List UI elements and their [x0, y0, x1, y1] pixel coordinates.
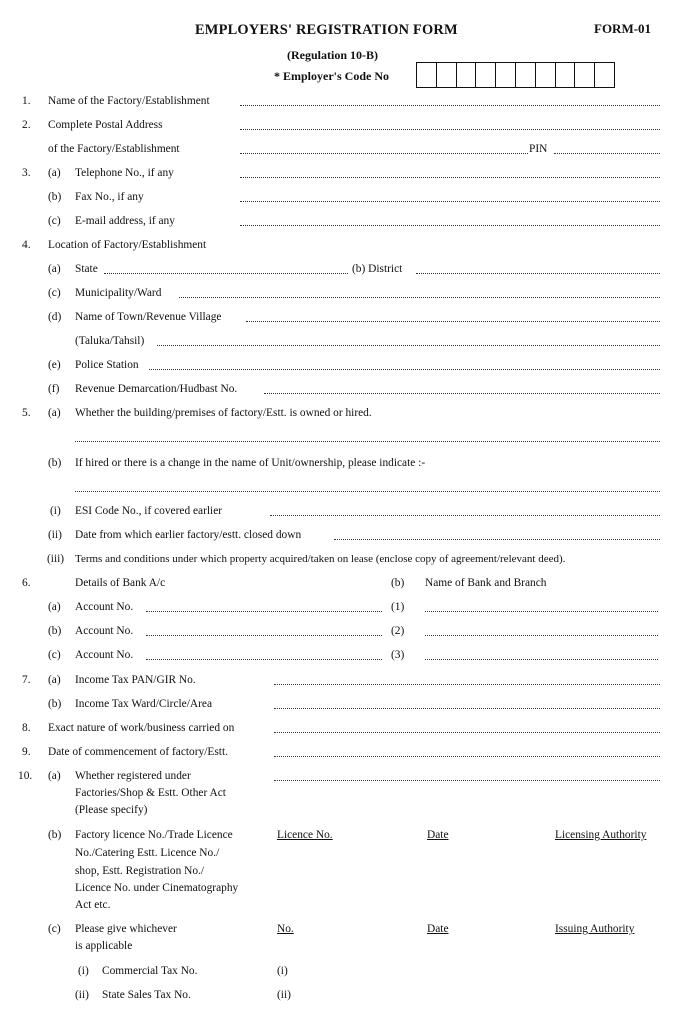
state-field[interactable] [104, 273, 348, 274]
licence-label-4: Licence No. under Cinematography [75, 882, 239, 894]
postal-address-field-2[interactable] [240, 153, 528, 154]
bank-index: (3) [391, 649, 405, 661]
email-label: E-mail address, if any [75, 215, 175, 227]
hudbast-field[interactable] [264, 393, 660, 394]
item-5b-line [0, 480, 683, 496]
work-nature-field[interactable] [274, 732, 660, 733]
code-box[interactable] [437, 63, 457, 87]
applicable-label: Please give whichever [75, 923, 177, 935]
code-box[interactable] [516, 63, 536, 87]
item-6-row [0, 576, 683, 592]
item-2-row [0, 118, 683, 134]
employer-code-input[interactable] [416, 62, 615, 88]
licence-no-column: Licence No. [277, 829, 333, 841]
postal-address-field[interactable] [240, 129, 660, 130]
esi-code-field[interactable] [270, 515, 660, 516]
hired-label: If hired or there is a change in the name of Unit/ownership, please indicate :- [75, 457, 426, 469]
pan-field[interactable] [274, 684, 660, 685]
item-5a-row [0, 406, 683, 422]
account-label: Account No. [75, 625, 134, 637]
item-number: 7. [22, 674, 31, 686]
tax-ward-field[interactable] [274, 708, 660, 709]
applicable-label-2: is applicable [75, 940, 133, 952]
item-7a-row [0, 673, 683, 689]
municipality-field[interactable] [179, 297, 660, 298]
closed-date-field[interactable] [334, 539, 660, 540]
sub-mark: (ii) [75, 989, 89, 1001]
item-4d-row [0, 310, 683, 326]
bank-branch-field[interactable] [425, 611, 658, 612]
district-label: (b) District [352, 263, 403, 275]
sub-mark: (b) [48, 829, 62, 841]
ownership-field[interactable] [75, 441, 660, 442]
account-field[interactable] [146, 611, 382, 612]
sub-mark: (b) [391, 577, 405, 589]
sub-mark: (f) [48, 383, 60, 395]
item-10a-row [0, 769, 683, 785]
form-number: FORM-01 [594, 21, 652, 36]
item-number: 6. [22, 577, 31, 589]
sub-mark: (a) [48, 601, 61, 613]
sub-mark: (c) [48, 287, 61, 299]
sub-mark: (e) [48, 359, 61, 371]
sub-mark: (i) [78, 965, 89, 977]
postal-address-label: Complete Postal Address [48, 119, 163, 131]
sub-mark: (ii) [48, 529, 62, 541]
item-5ii-row [0, 528, 683, 544]
item-1-row [0, 94, 683, 110]
bank-index: (1) [391, 601, 405, 613]
commercial-tax-label: Commercial Tax No. [102, 965, 198, 977]
ownership-label: Whether the building/premises of factory/Estt. is owned or hired. [75, 407, 372, 419]
item-4c-row [0, 286, 683, 302]
item-5a-line [0, 430, 683, 446]
item-4d2-row [0, 334, 683, 350]
sub-mark: (a) [48, 167, 61, 179]
licence-label-3: shop, Estt. Registration No./ [75, 865, 205, 877]
account-field[interactable] [146, 635, 382, 636]
item-number: 3. [22, 167, 31, 179]
commercial-tax-index: (i) [277, 965, 288, 977]
taluka-label: (Taluka/Tahsil) [75, 335, 145, 347]
pin-field[interactable] [554, 153, 660, 154]
number-column: No. [277, 923, 294, 935]
item-3b-row [0, 190, 683, 206]
sub-mark: (d) [48, 311, 62, 323]
registered-label-2: Factories/Shop & Estt. Other Act [75, 787, 226, 799]
state-label: State [75, 263, 98, 275]
sub-mark: (b) [48, 698, 62, 710]
item-4e-row [0, 358, 683, 374]
factory-name-label: Name of the Factory/Establishment [48, 95, 210, 107]
sub-mark: (b) [48, 625, 62, 637]
bank-details-label: Details of Bank A/c [75, 577, 166, 589]
item-3a-row [0, 166, 683, 182]
registered-label: Whether registered under [75, 770, 191, 782]
work-nature-label: Exact nature of work/business carried on [48, 722, 235, 734]
item-number: 9. [22, 746, 31, 758]
sub-mark: (a) [48, 674, 61, 686]
closed-date-label: Date from which earlier factory/estt. closed down [75, 529, 302, 541]
licence-label: Factory licence No./Trade Licence [75, 829, 233, 841]
sub-mark: (iii) [47, 553, 65, 565]
municipality-label: Municipality/Ward [75, 287, 162, 299]
item-7b-row [0, 697, 683, 713]
code-box[interactable] [496, 63, 516, 87]
item-2-row-2 [0, 142, 683, 158]
town-label: Name of Town/Revenue Village [75, 311, 222, 323]
account-field[interactable] [146, 659, 382, 660]
account-label: Account No. [75, 601, 134, 613]
esi-code-label: ESI Code No., if covered earlier [75, 505, 223, 517]
pan-label: Income Tax PAN/GIR No. [75, 674, 196, 686]
account-row [0, 600, 683, 616]
town-field[interactable] [246, 321, 660, 322]
state-sales-tax-label: State Sales Tax No. [102, 989, 191, 1001]
employer-code-label: * Employer's Code No [274, 69, 389, 83]
licensing-authority-column: Licensing Authority [555, 829, 647, 841]
item-number: 2. [22, 119, 31, 131]
sub-mark: (c) [48, 649, 61, 661]
postal-address-label-2: of the Factory/Establishment [48, 143, 180, 155]
commencement-label: Date of commencement of factory/Estt. [48, 746, 228, 758]
code-box[interactable] [536, 63, 556, 87]
code-box[interactable] [417, 63, 437, 87]
sub-mark: (c) [48, 923, 61, 935]
licence-label-2: No./Catering Estt. Licence No./ [75, 847, 220, 859]
sub-mark: (b) [48, 457, 62, 469]
form-title: EMPLOYERS' REGISTRATION FORM [195, 22, 458, 38]
bank-branch-field[interactable] [425, 635, 658, 636]
sub-mark: (c) [48, 215, 61, 227]
regulation-label: (Regulation 10-B) [287, 48, 378, 62]
lease-terms-label: Terms and conditions under which property acquired/taken on lease (enclose copy of agreement/relevant deed). [75, 553, 566, 565]
account-row [0, 648, 683, 664]
code-box[interactable] [575, 63, 595, 87]
bank-index: (2) [391, 625, 405, 637]
sub-mark: (a) [48, 263, 61, 275]
registered-field[interactable] [274, 780, 660, 781]
account-row [0, 624, 683, 640]
item-5i-row [0, 504, 683, 520]
tax-ward-label: Income Tax Ward/Circle/Area [75, 698, 213, 710]
fax-field[interactable] [240, 201, 660, 202]
bank-branch-label: Name of Bank and Branch [425, 577, 547, 589]
item-number: 10. [18, 770, 33, 782]
item-number: 8. [22, 722, 31, 734]
sub-mark: (a) [48, 770, 61, 782]
taluka-field[interactable] [157, 345, 660, 346]
fax-label: Fax No., if any [75, 191, 144, 203]
telephone-label: Telephone No., if any [75, 167, 174, 179]
commencement-field[interactable] [274, 756, 660, 757]
code-box[interactable] [595, 63, 614, 87]
issuing-authority-column: Issuing Authority [555, 923, 635, 935]
item-4-row [0, 238, 683, 254]
police-station-field[interactable] [149, 369, 660, 370]
registered-label-3: (Please specify) [75, 804, 148, 816]
district-field[interactable] [416, 273, 660, 274]
item-5iii-row [0, 552, 683, 568]
item-4f-row [0, 382, 683, 398]
item-number: 5. [22, 407, 31, 419]
sub-mark: (a) [48, 407, 61, 419]
licence-label-5: Act etc. [75, 899, 111, 911]
item-number: 4. [22, 239, 31, 251]
item-5b-row [0, 456, 683, 472]
licence-date-column: Date [427, 829, 449, 841]
bank-branch-field[interactable] [425, 659, 658, 660]
pin-label: PIN [529, 143, 548, 155]
email-field[interactable] [240, 225, 660, 226]
item-3c-row [0, 214, 683, 230]
sub-mark: (i) [50, 505, 61, 517]
code-box[interactable] [476, 63, 496, 87]
item-number: 1. [22, 95, 31, 107]
item-8-row [0, 721, 683, 737]
hudbast-label: Revenue Demarcation/Hudbast No. [75, 383, 238, 395]
item-4a-row [0, 262, 683, 278]
sub-mark: (b) [48, 191, 62, 203]
police-station-label: Police Station [75, 359, 139, 371]
date-column: Date [427, 923, 449, 935]
hired-field[interactable] [75, 491, 660, 492]
location-label: Location of Factory/Establishment [48, 239, 207, 251]
state-sales-tax-index: (ii) [277, 989, 291, 1001]
factory-name-field[interactable] [240, 105, 660, 106]
account-label: Account No. [75, 649, 134, 661]
item-9-row [0, 745, 683, 761]
telephone-field[interactable] [240, 177, 660, 178]
code-box[interactable] [556, 63, 576, 87]
code-box[interactable] [457, 63, 477, 87]
